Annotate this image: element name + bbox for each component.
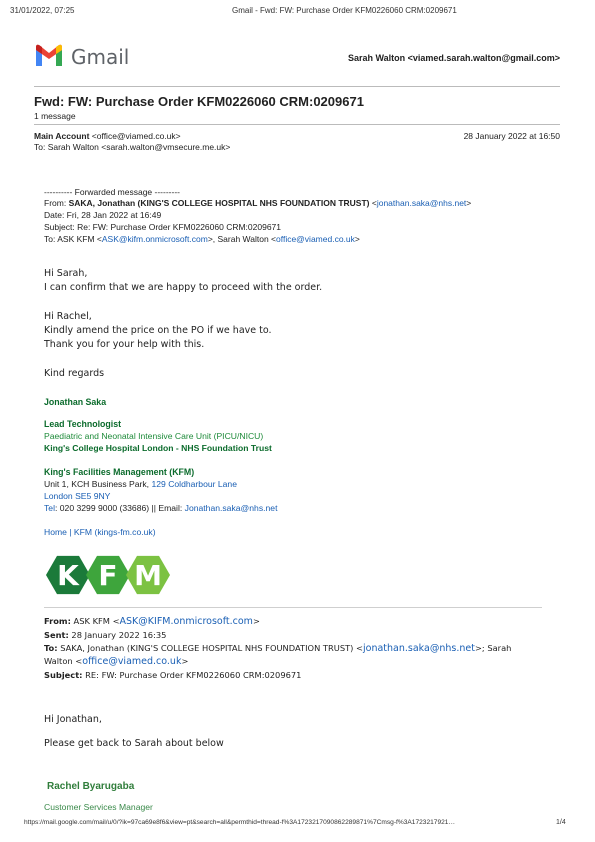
- quoted-sent: [44, 630, 166, 640]
- kfm-letter-m: M: [134, 559, 162, 592]
- address-link[interactable]: 129 Coldharbour Lane: [151, 479, 237, 489]
- forwarded-to-email2-link[interactable]: office@viamed.co.uk: [276, 234, 355, 244]
- tel-number: : 020 3299 9000 (33686) || Email:: [55, 503, 185, 513]
- quoted-sent-label: Sent:: [44, 630, 69, 640]
- kfm-home-link[interactable]: Home | KFM (kings-fm.co.uk): [44, 527, 156, 537]
- forwarded-to-close: >: [354, 234, 360, 244]
- forwarded-to-email1-link[interactable]: ASK@kifm.onmicrosoft.com: [101, 234, 208, 244]
- gmail-logo-text: Gmail: [71, 45, 130, 69]
- quoted-subject-value: RE: FW: Purchase Order KFM0226060 CRM:0209671: [82, 670, 302, 680]
- quoted-from-email-link[interactable]: ASK@KIFM.onmicrosoft.com: [119, 616, 253, 627]
- print-datetime: 31/01/2022, 07:25: [10, 6, 75, 15]
- quoted-from-value: ASK KFM <: [70, 616, 120, 626]
- kfm-letter-f: F: [98, 559, 118, 592]
- forwarded-to: [44, 234, 360, 244]
- print-footer-page: 1/4: [556, 819, 566, 826]
- account-identity: Sarah Walton <viamed.sarah.walton@gmail.com>: [347, 53, 560, 63]
- get-back-line: Please get back to Sarah about below: [44, 738, 224, 749]
- quoted-from: [44, 616, 260, 627]
- signature-city-link[interactable]: London SE5 9NY: [44, 491, 111, 501]
- kind-regards: Kind regards: [44, 368, 105, 379]
- rachel-signature-name: Rachel Byarugaba: [47, 781, 135, 792]
- tel-link[interactable]: Tel: [44, 503, 55, 513]
- message-from: [34, 131, 181, 141]
- quoted-subject: [44, 670, 301, 680]
- confirm-line: I can confirm that we are happy to proceed with the order.: [44, 282, 323, 293]
- bracket-close: >: [466, 198, 472, 208]
- quoted-from-label: From:: [44, 616, 71, 626]
- thanks-line: Thank you for your help with this.: [44, 339, 205, 350]
- signature-org: King's College Hospital London - NHS Foundation Trust: [44, 443, 272, 453]
- forwarded-from: [44, 198, 471, 208]
- quoted-divider: [44, 607, 542, 608]
- thread-subject: Fwd: FW: Purchase Order KFM0226060 CRM:0209671: [34, 94, 364, 109]
- message-from-email: <office@viamed.co.uk>: [91, 131, 181, 141]
- quoted-to-value: SAKA, Jonathan (KING'S COLLEGE HOSPITAL NHS FOUNDATION TRUST) <: [57, 643, 363, 653]
- quoted-to-line2-prefix: Walton <: [44, 656, 83, 666]
- greeting-sarah: Hi Sarah,: [44, 268, 88, 279]
- message-date: 28 January 2022 at 16:50: [463, 131, 560, 141]
- quoted-subject-label: Subject:: [44, 670, 83, 680]
- quoted-to-label: To:: [44, 643, 58, 653]
- forwarded-from-label: From:: [44, 198, 69, 208]
- rachel-signature-title: Customer Services Manager: [44, 802, 153, 812]
- forwarded-subject: Subject: Re: FW: Purchase Order KFM0226060 CRM:0209671: [44, 222, 282, 232]
- forwarded-to-prefix: To: ASK KFM <: [44, 234, 102, 244]
- signature-kfm: King's Facilities Management (KFM): [44, 467, 195, 477]
- signature-unit: Paediatric and Neonatal Intensive Care Unit (PICU/NICU): [44, 431, 264, 441]
- address-prefix: Unit 1, KCH Business Park,: [44, 479, 152, 489]
- quoted-sent-value: 28 January 2022 16:35: [68, 630, 167, 640]
- quoted-to-line2: [44, 656, 188, 667]
- subject-divider: [34, 124, 560, 125]
- kfm-logo: [46, 549, 171, 603]
- amend-line: Kindly amend the price on the PO if we have to.: [44, 325, 272, 336]
- signature-contact: [44, 503, 277, 513]
- quoted-to-mid: >; Sarah: [474, 643, 512, 653]
- forwarded-from-name: SAKA, Jonathan (KING'S COLLEGE HOSPITAL NHS FOUNDATION TRUST): [68, 198, 370, 208]
- signature-title: Lead Technologist: [44, 419, 122, 429]
- forwarded-to-mid: >, Sarah Walton <: [207, 234, 277, 244]
- quoted-to-email2-link[interactable]: office@viamed.co.uk: [82, 656, 182, 667]
- bracket-open: <: [369, 198, 377, 208]
- header-divider: [34, 86, 560, 87]
- quoted-to: [44, 643, 511, 654]
- signature-email-link[interactable]: Jonathan.saka@nhs.net: [184, 503, 278, 513]
- message-to: To: Sarah Walton <sarah.walton@vmsecure.me.uk>: [34, 142, 231, 152]
- message-count: 1 message: [34, 111, 76, 121]
- message-from-name: Main Account: [34, 131, 90, 141]
- forwarded-divider: ---------- Forwarded message ---------: [44, 187, 180, 197]
- print-page-title: Gmail - Fwd: FW: Purchase Order KFM0226060 CRM:0209671: [232, 6, 457, 15]
- signature-address: [44, 479, 237, 489]
- print-footer-url: https://mail.google.com/mail/u/0/?ik=97ca69e8f6&view=pt&search=all&permthid=thread-f%3A1723217090862289871%7Cmsg-f%3A17232179​21…: [24, 819, 456, 826]
- greeting-jonathan: Hi Jonathan,: [44, 714, 102, 725]
- kfm-hexagons-icon: [46, 549, 171, 601]
- gmail-logo: [34, 44, 64, 70]
- signature-name: Jonathan Saka: [44, 397, 107, 407]
- greeting-rachel: Hi Rachel,: [44, 311, 92, 322]
- forwarded-date: Date: Fri, 28 Jan 2022 at 16:49: [44, 210, 162, 220]
- quoted-from-close: >: [252, 616, 260, 626]
- quoted-to-email-link[interactable]: jonathan.saka@nhs.net: [363, 643, 475, 654]
- quoted-to-close: >: [181, 656, 189, 666]
- kfm-letter-k: K: [57, 559, 79, 592]
- forwarded-from-email-link[interactable]: jonathan.saka@nhs.net: [376, 198, 467, 208]
- gmail-m-icon: [34, 44, 64, 68]
